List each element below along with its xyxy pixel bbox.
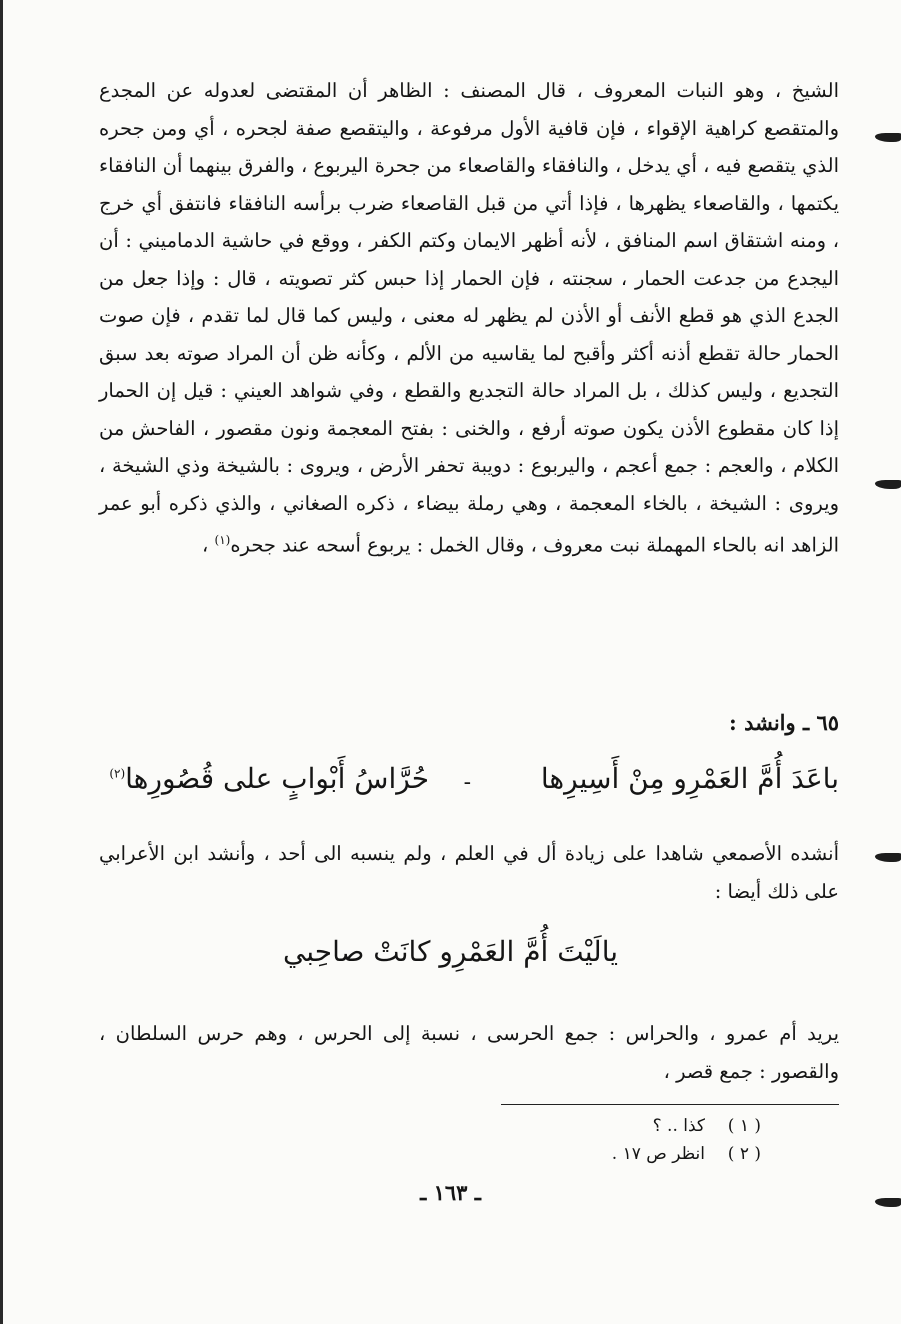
verse-second-hemistich-line	[109, 762, 429, 795]
footnote-separator	[501, 1104, 839, 1105]
poem-heading: ٦٥ ـ وانشد :	[729, 710, 839, 735]
margin-mark	[875, 133, 901, 142]
page-number: ـ ١٦٣ ـ	[420, 1180, 481, 1205]
commentary-paragraph	[99, 72, 839, 564]
footnote-number: ( ٢ )	[727, 1144, 761, 1164]
commentary-text: الشيخ ، وهو النبات المعروف ، قال المصنف : الظاهر أن المقتضى لعدوله عن المجدع والمتقصع كراهية الإقواء ، فإن قافية الأول مرفوعة ، واليتقصع صفة لجحره ، أي ومن جحره الذي يتقصع فيه ، أي يدخل ، والنافقاء والقاصعاء من جحرة اليربوع ، والفرق بينهما أن النافقاء يكتمها ، والقاصعاء يظهرها ، فإذا أتي من قبل القاصعاء ضرب برأسه النافقاء فانتفق أي خرج ، ومنه اشتقاق اسم المنافق ، لأنه أظهر الايمان وكتم الكفر ، ووقع في حاشية الدماميني : أن اليجدع من جدعت الحمار ، سجنته ، فإن الحمار إذا حبس كثر تصويته ، قال : وإذا جعل من الجدع الذي هو قطع الأنف أو الأذن لم يظهر له معنى ، وليس كما قال لما تقدم ، فإن صوت الحمار حالة تقطع أذنه أكثر وأقبح لما يقاسيه من الألم ، وكأنه ظن أن المراد صوته بعد سبق التجديع ، وليس كذلك ، بل المراد حالة التجديع والقطع ، وفي شواهد العيني : قيل إن الحمار إذا كان مقطوع الأذن يكون صوته أرفع ، والخنى : بفتح المعجمة ونون مقصور ، الفاحش من الكلام ، والعجم : جمع أعجم ، واليربوع : دويبة تحفر الأرض ، ويروى : بالشيخة وذي الشيخة ، ويروى : الشيخة ، بالخاء المعجمة ، وهي رملة بيضاء ، ذكره الصغاني ، والذي ذكره أبو عمر الزاهد انه بالحاء المهملة نبت معروف ، وقال الخمل : يربوع أسحه عند جحره	[99, 79, 839, 557]
footnotes	[612, 1112, 761, 1168]
margin-mark	[875, 480, 901, 489]
end-mark: ،	[202, 533, 215, 557]
explanation-paragraph: يريد أم عمرو ، والحراس : جمع الحرسى ، نسبة إلى الحرس ، وهم حرس السلطان ، والقصور : جمع قصر ،	[99, 1022, 839, 1083]
verse-second-hemistich: حُرَّاسُ أَبْوابٍ على قُصُورِها	[125, 762, 429, 795]
footnote-ref-2: (٢)	[109, 766, 126, 781]
footnote	[612, 1112, 761, 1140]
footnote	[612, 1140, 761, 1168]
footnote-ref-1: (١)	[214, 533, 231, 547]
verse-first-hemistich: باعَدَ أُمَّ العَمْرِو مِنْ أَسِيرِها	[540, 762, 839, 795]
attribution-paragraph: أنشده الأصمعي شاهدا على زيادة أل في العلم ، ولم ينسبه الى أحد ، وأنشد ابن الأعرابي على ذلك أيضا :	[99, 842, 839, 903]
binding-edge	[0, 0, 3, 1324]
verse-separator: -	[463, 770, 471, 795]
second-verse: يالَيْتَ أُمَّ العَمْرِو كانَتْ صاحِبي	[282, 935, 619, 968]
footnote-number: ( ١ )	[727, 1116, 761, 1136]
footnote-text: انظر ص ١٧ .	[611, 1144, 705, 1164]
footnote-text: كذا .. ؟	[652, 1116, 705, 1136]
margin-mark	[875, 853, 901, 862]
